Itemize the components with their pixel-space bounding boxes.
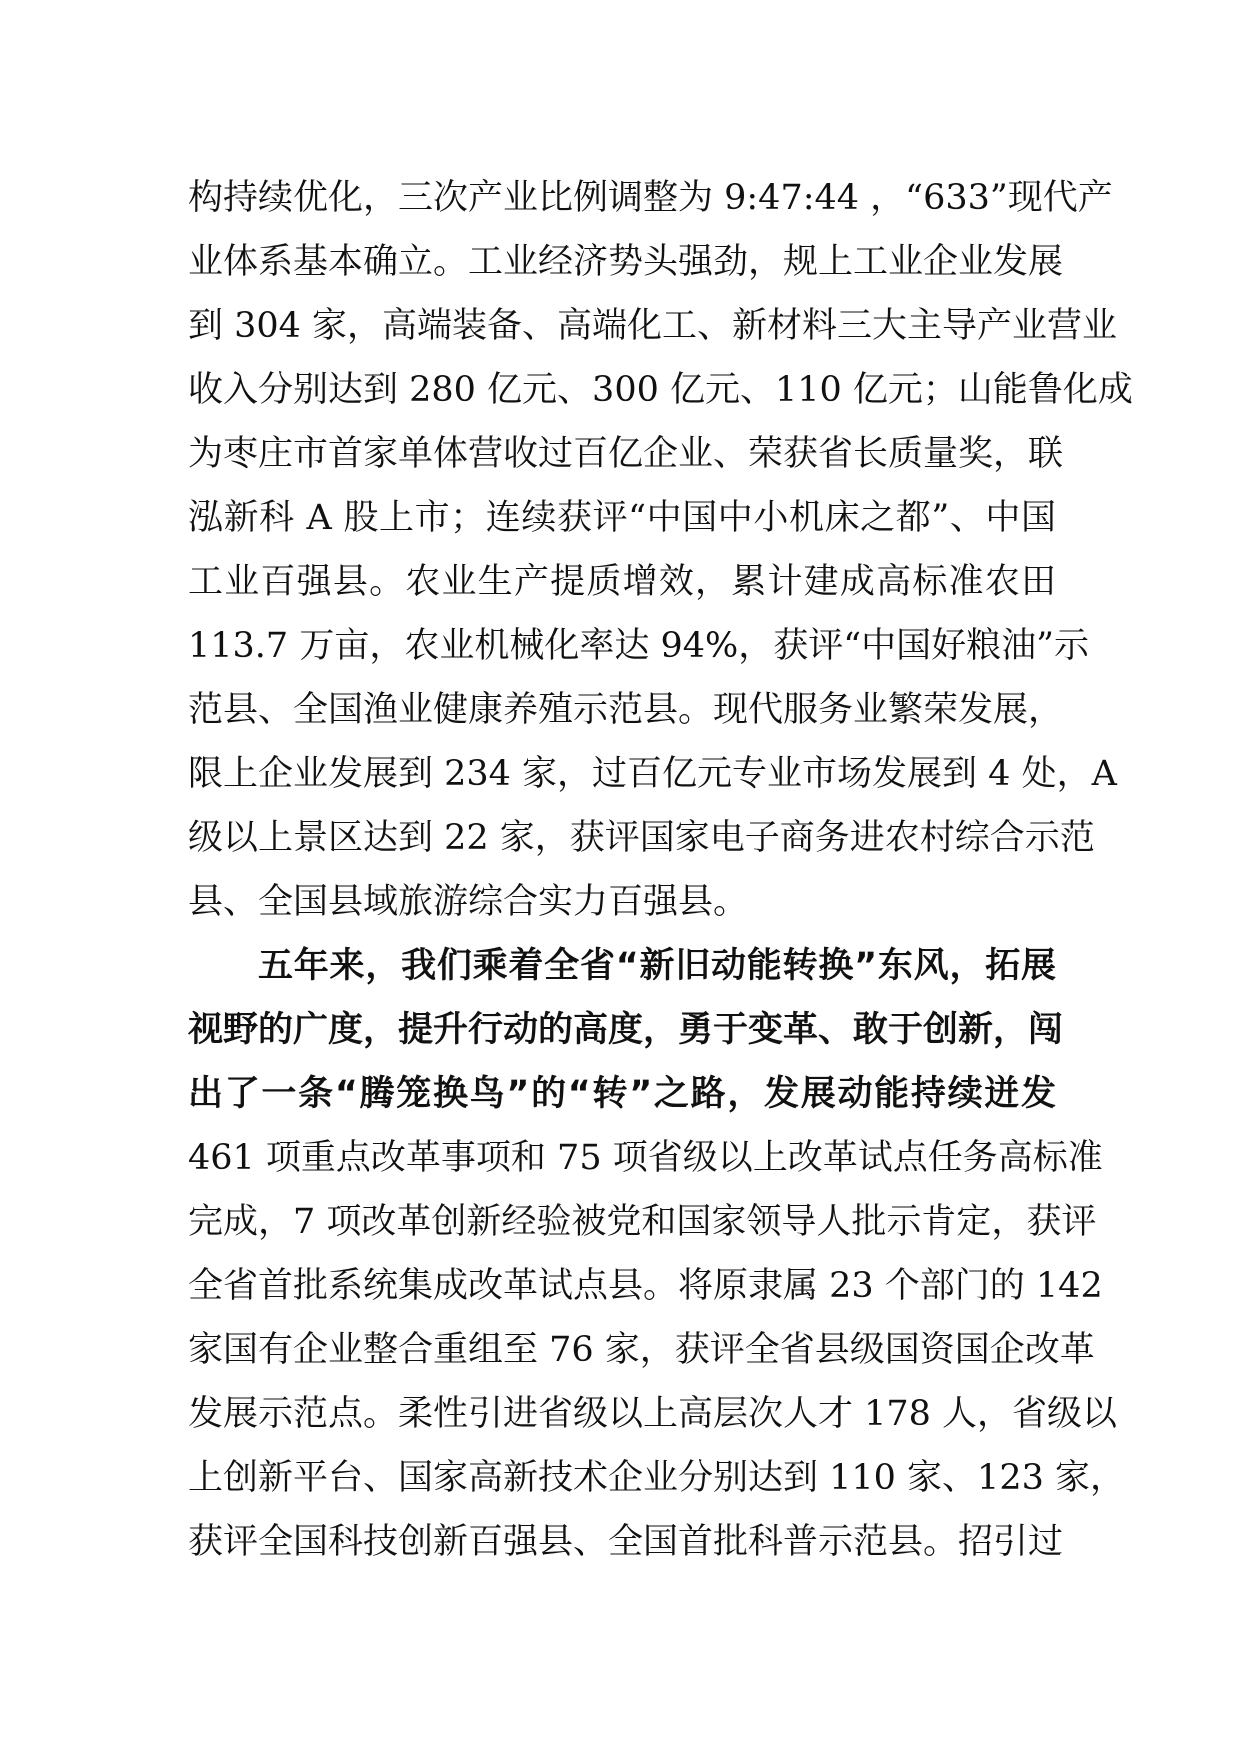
text-line: 全省首批系统集成改革试点县。将原隶属 23 个部门的 142 (188, 1266, 1103, 1306)
text-line: 461 项重点改革事项和 75 项省级以上改革试点任务高标准 (188, 1138, 1103, 1178)
text-line: 上创新平台、国家高新技术企业分别达到 110 家、123 家， (188, 1458, 1125, 1498)
text-line: 为枣庄市首家单体营收过百亿企业、荣获省长质量奖，联 (188, 434, 1064, 474)
paragraph-achievements (188, 166, 1133, 934)
heading-line: 五年来，我们乘着全省“新旧动能转换”东风，拓展 (258, 946, 1056, 986)
text-line: 获评全国科技创新百强县、全国首批科普示范县。招引过 (188, 1522, 1064, 1562)
text-line: 业体系基本确立。工业经济势头强劲，规上工业企业发展 (188, 242, 1064, 282)
text-line: 家国有企业整合重组至 76 家，获评全省县级国资国企改革 (188, 1330, 1095, 1370)
text-line: 113.7 万亩，农业机械化率达 94%，获评“中国好粮油”示 (188, 626, 1090, 666)
text-line: 完成，7 项改革创新经验被党和国家领导人批示肯定，获评 (188, 1202, 1097, 1242)
paragraph-reform (188, 934, 1125, 1574)
text-line: 工业百强县。农业生产提质增效，累计建成高标准农田 (188, 562, 1056, 602)
text-line: 范县、全国渔业健康养殖示范县。现代服务业繁荣发展， (188, 690, 1064, 730)
text-line: 泓新科 A 股上市；连续获评“中国中小机床之都”、中国 (188, 498, 1056, 538)
text-line: 发展示范点。柔性引进省级以上高层次人才 178 人，省级以 (188, 1394, 1118, 1434)
text-line: 县、全国县域旅游综合实力百强县。 (188, 882, 749, 922)
heading-line: 出了一条“腾笼换鸟”的“转”之路，发展动能持续迸发 (188, 1074, 1056, 1114)
text-line: 级以上景区达到 22 家，获评国家电子商务进农村综合示范 (188, 818, 1095, 858)
text-line: 构持续优化，三次产业比例调整为 9:47:44 ，“633”现代产 (188, 178, 1113, 218)
text-line: 收入分别达到 280 亿元、300 亿元、110 亿元；山能鲁化成 (188, 370, 1133, 410)
heading-line: 视野的广度，提升行动的高度，勇于变革、敢于创新，闯 (188, 1010, 1064, 1050)
text-line: 到 304 家，高端装备、高端化工、新材料三大主导产业营业 (188, 306, 1118, 346)
text-line: 限上企业发展到 234 家，过百亿元专业市场发展到 4 处，A (188, 754, 1117, 794)
